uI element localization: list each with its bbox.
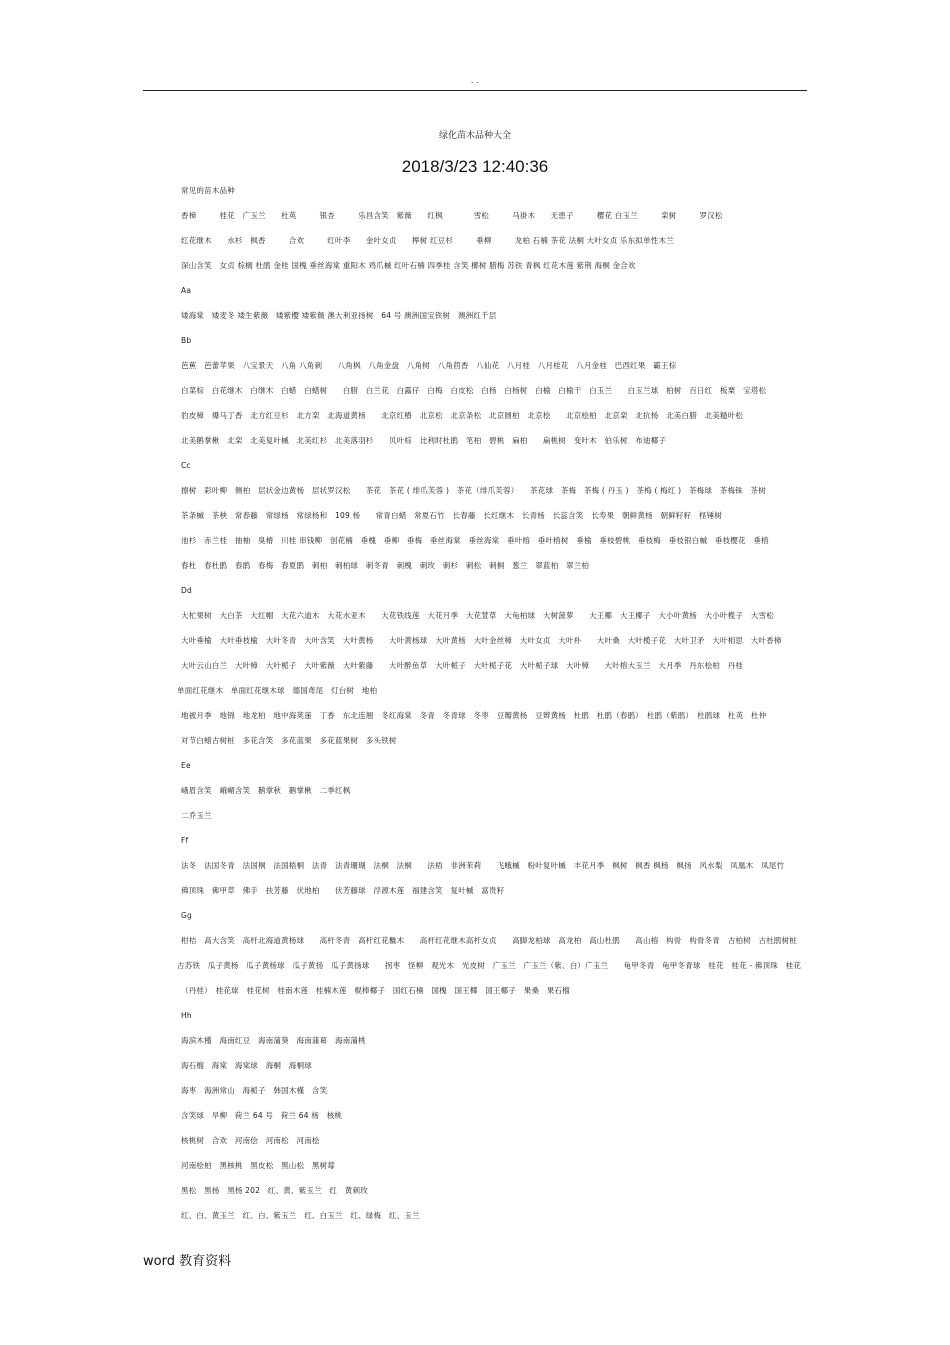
plant-list-line: 法冬 法国冬青 法国桐 法国梧桐 法青 法青珊瑚 法桐 法桐 法梧 非洲茉莉 飞蛾槭 粉叶复叶槭 丰花月季 枫树 枫香 枫杨 枫扬 风水梨 凤凰木 凤尾竹 bbox=[181, 861, 785, 870]
plant-list-line: 黑松 黑杨 黑杨 202 红、黄、紫玉兰 红 黄刺玫 bbox=[181, 1186, 368, 1195]
plant-list-line: 佛顶珠 佛甲草 佛手 扶芳藤 伏地柏 伏芳藤球 浮源木莲 福建含笑 复叶槭 富贵籽 bbox=[181, 886, 505, 895]
plant-list-line: 红花继木 水杉 枫香 合欢 红叶李 金叶女贞 榉树 红豆杉 垂柳 龙柏 石楠 茶花 法桐 大叶女贞 乐东拟单性木兰 bbox=[181, 236, 674, 245]
document-title: 绿化苗木品种大全 bbox=[438, 131, 511, 141]
plant-list-line: 香樟 桂花 广玉兰 杜英 银杏 乐昌含笑 紫薇 红枫 雪松 马褂木 无患子 樱花 白玉兰 栾树 罗汉松 bbox=[181, 211, 723, 220]
plant-list-line: 茶条槭 茶秧 常春藤 常绿杨 常绿杨和 109 杨 常青白蜡 常夏石竹 长春藤 长红继木 长青杨 长蕊含笑 长寿果 朝鲜黄杨 朝鲜籽籽 柽锤树 bbox=[181, 511, 723, 520]
plant-list-line: 海滨木槿 海南红豆 海南蒲葵 海南蒲葛 海南蒲桃 bbox=[181, 1036, 366, 1045]
plant-list-line: 核桃树 合欢 河南侩 河南松 河南桧 bbox=[181, 1136, 320, 1145]
plant-list-line: 河南桧柏 黑核桃 黑皮松 黑山松 黑树莓 bbox=[181, 1161, 335, 1170]
section-heading: Aa bbox=[181, 286, 192, 295]
plant-list-line: 海枣 海洲常山 海栀子 韩国木槿 含笑 bbox=[181, 1086, 328, 1095]
document-body bbox=[177, 178, 813, 1228]
plant-list-line: 矮海棠 矮麦冬 矮生紫薇 矮紫樱 矮紫薇 澳大利亚扬树 64 号 澳洲国宝铁树 澳洲红千层 bbox=[181, 311, 497, 320]
plant-list-line: 含笑球 旱柳 荷兰 64 号 荷兰 64 杨 核桃 bbox=[181, 1111, 343, 1120]
plant-list-line: 北美鹅掌楸 北栾 北美复叶槭 北美红杉 北美落羽杉 贝叶棕 比利时杜鹃 笔柏 碧桃 扁柏 扁桃树 变叶木 伯乐树 布迪椰子 bbox=[181, 436, 667, 445]
document-datetime: 2018/3/23 12:40:36 bbox=[401, 157, 549, 176]
plant-list-line: 深山含笑 女贞 棕榈 杜鹃 金桂 国槐 垂丝海棠 重阳木 鸡爪槭 红叶石楠 四季桂 含笑 榔树 腊梅 苏铁 青枫 红花木莲 紫荆 海桐 金合欢 bbox=[181, 261, 636, 270]
section-heading: Ff bbox=[181, 836, 189, 845]
section-heading: Cc bbox=[181, 461, 191, 470]
section-heading: Bb bbox=[181, 336, 192, 345]
header-rule bbox=[143, 90, 807, 91]
plant-list-line: 豹皮樟 爆马丁香 北方红豆杉 北方栾 北海道黄杨 北京红椿 北京松 北京条松 北京圆柏 北京桧 北京桧柏 北京栾 北抗杨 北美白腊 北美糙叶松 bbox=[181, 411, 744, 420]
plant-list-line: 大杧果树 大白茶 大红帽 大花六道木 大花水亚木 大花铁线莲 大花月季 大花萱草 大龟柏球 大树菠萝 大王椰 大王椰子 大小叶黄杨 大小叶榄子 大雪松 bbox=[181, 611, 774, 620]
plant-list-line: 大叶垂榆 大叶垂枝榆 大叶冬青 大叶含笑 大叶黄杨 大叶黄杨球 大叶黄杨 大叶金丝樟 大叶女贞 大叶朴 大叶桑 大叶榄子花 大叶卫矛 大叶相思 大叶香樟 bbox=[181, 636, 782, 645]
section-heading: Dd bbox=[181, 586, 192, 595]
plant-list-line: 峨眉含笑 峨嵋含笑 鹅掌秋 鹅掌楸 二季红枫 bbox=[181, 786, 351, 795]
page-footer: word 教育资料 bbox=[143, 1254, 232, 1269]
plant-list-line: （丹桂） 桂花球 桂花树 桂南木莲 桂楠木莲 棍棒椰子 国红石楠 国槐 国王椰 国王椰子 果桑 果石榴 bbox=[181, 986, 570, 995]
page-header-mark: . . bbox=[470, 76, 480, 86]
plant-list-line: 古苏铁 瓜子黄杨 瓜子黄杨球 瓜子黄扬 瓜子黄扬球 拐枣 怪柳 观光木 光皮树 广玉兰 广玉兰（紫、白）广玉兰 龟甲冬青 龟甲冬青球 桂花 桂花 - 佛顶珠 桂花 bbox=[177, 961, 802, 970]
plant-list-line: 白菜棕 白花继木 白继木 白蜡 白蜡树 白腊 白兰花 白露仔 白梅 白皮松 白杨 白杨树 白榆 白榆干 白玉兰 白玉兰球 柏树 百日红 板栗 宝塔松 bbox=[181, 386, 767, 395]
plant-list-line: 地被月季 地锦 地龙柏 地中海荚蒾 丁香 东北连翘 冬红海棠 冬青 冬青球 冬枣 豆瓣黄杨 豆辫黄杨 杜鹃 杜鹃（春鹃） 杜鹃（紫鹃） 杜鹃球 杜英 杜仲 bbox=[181, 711, 767, 720]
plant-list-line: 池杉 赤兰桂 抽柚 臭椿 川桂 串钱柳 创花楠 垂槐 垂柳 垂梅 垂丝海棠 垂丝海棠 垂叶榕 垂叶榕树 垂榆 垂枝碧桃 垂枝梅 垂枝银白槭 垂枝樱花 垂榕 bbox=[181, 536, 769, 545]
plant-list-line: 芭蕉 芭蕾苹果 八宝景天 八角 八角刺 八角枫 八角金盘 八角树 八角茴香 八仙花 八月桂 八月桂花 八月金桂 巴西红果 霸王棕 bbox=[181, 361, 677, 370]
plant-list-line: 红、白、黄玉兰 红、白、紫玉兰 红、白玉兰 红、绿梅 红、玉兰 bbox=[181, 1211, 420, 1220]
plant-list-line: 春杜 春杜鹃 春鹃 春梅 春夏鹃 刺柏 刺柏球 刺冬青 刺槐 刺玫 刺杉 刺松 刺桐 葱兰 翠蓝柏 翠兰柏 bbox=[181, 561, 590, 570]
plant-list-line: 柑桔 高大含笑 高杆北海道黄杨球 高杆冬青 高杆红花檵木 高杆红花继木高杆女贞 高脚龙柏球 高龙柏 高山杜鹃 高山榕 构骨 构骨冬青 古柏树 古杜鹃树桩 bbox=[181, 936, 797, 945]
plant-list-line: 二乔玉兰 bbox=[181, 811, 212, 820]
plant-list-line: 海石榴 海棠 海棠球 海桐 海桐球 bbox=[181, 1061, 312, 1070]
section-heading: Gg bbox=[181, 911, 192, 920]
plant-list-line: 擦树 彩叶柳 侧柏 层状金边黄杨 层状罗汉松 茶花 茶花 ( 绯爪芙蓉 ) 茶花（绯爪芙蓉） 茶花球 茶梅 茶梅 ( 丹玉 ) 茶梅 ( 梅红 ) 茶梅球 茶梅铢 茶树 bbox=[181, 486, 766, 495]
plant-list-line: 大叶云山白兰 大叶樟 大叶栀子 大叶紫薇 大叶紫藤 大叶醉鱼草 大叶栀子 大叶栀子花 大叶栀子球 大叶樟 大叶榕大玉兰 大月季 丹东桧柏 丹桂 bbox=[181, 661, 744, 670]
section-heading: Ee bbox=[181, 761, 191, 770]
section-heading: Hh bbox=[181, 1011, 192, 1020]
plant-list-line: 单面红花继木 单面红花继木球 德国鸢尾 灯台树 地柏 bbox=[177, 686, 378, 695]
section-heading: 常见的苗木品种 bbox=[181, 186, 235, 195]
plant-list-line: 对节白蜡古树桩 多花含笑 多花蓝果 多花蓝果树 多头铁树 bbox=[181, 736, 397, 745]
